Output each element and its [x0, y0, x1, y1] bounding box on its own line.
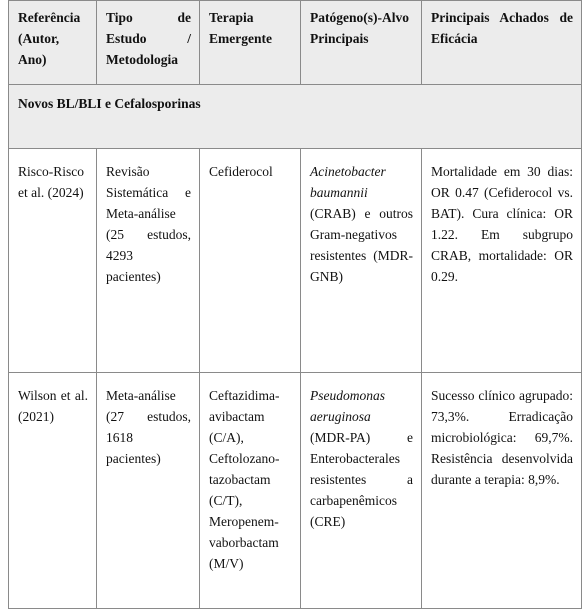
header-reference: Referência (Autor, Ano): [9, 1, 97, 85]
cell-reference: Wilson et al. (2021): [9, 373, 97, 609]
evidence-table: [8, 0, 582, 609]
pathogen-italic: Pseudomonas aeruginosa: [310, 388, 385, 424]
pathogen-italic: Acinetobacter baumannii: [310, 164, 386, 200]
cell-pathogen: [301, 149, 422, 373]
header-pathogen: Patógeno(s)-Alvo Principais: [301, 1, 422, 85]
cell-findings: Sucesso clínico agrupado: 73,3%. Erradicação microbiológica: 69,7%. Resistência desenvolvida durante a terapia: 8,9%.: [422, 373, 582, 609]
cell-therapy: Cefiderocol: [200, 149, 301, 373]
pathogen-rest: (CRAB) e outros Gram-negativos resistentes (MDR-GNB): [310, 206, 413, 284]
table-row: [9, 149, 582, 373]
table-row: [9, 373, 582, 609]
header-findings: Principais Achados de Eficácia: [422, 1, 582, 85]
section-label: Novos BL/BLI e Cefalosporinas: [9, 85, 582, 149]
cell-study-type: Meta-análise (27 estudos, 1618 pacientes): [97, 373, 200, 609]
section-row: [9, 85, 582, 149]
header-study-type: Tipo de Estudo / Metodologia: [97, 1, 200, 85]
pathogen-rest: (MDR-PA) e Enterobacterales resistentes a carbapenêmicos (CRE): [310, 430, 413, 529]
cell-reference: Risco-Risco et al. (2024): [9, 149, 97, 373]
table-header-row: [9, 1, 582, 85]
cell-study-type: Revisão Sistemática e Meta-análise (25 estudos, 4293 pacientes): [97, 149, 200, 373]
cell-therapy: Ceftazidima-avibactam (C/A), Ceftolozano-tazobactam (C/T), Meropenem-vaborbactam (M/V): [200, 373, 301, 609]
cell-pathogen: [301, 373, 422, 609]
cell-findings: Mortalidade em 30 dias: OR 0.47 (Cefiderocol vs. BAT). Cura clínica: OR 1.22. Em subgrupo CRAB, mortalidade: OR 0.29.: [422, 149, 582, 373]
header-therapy: Terapia Emergente: [200, 1, 301, 85]
